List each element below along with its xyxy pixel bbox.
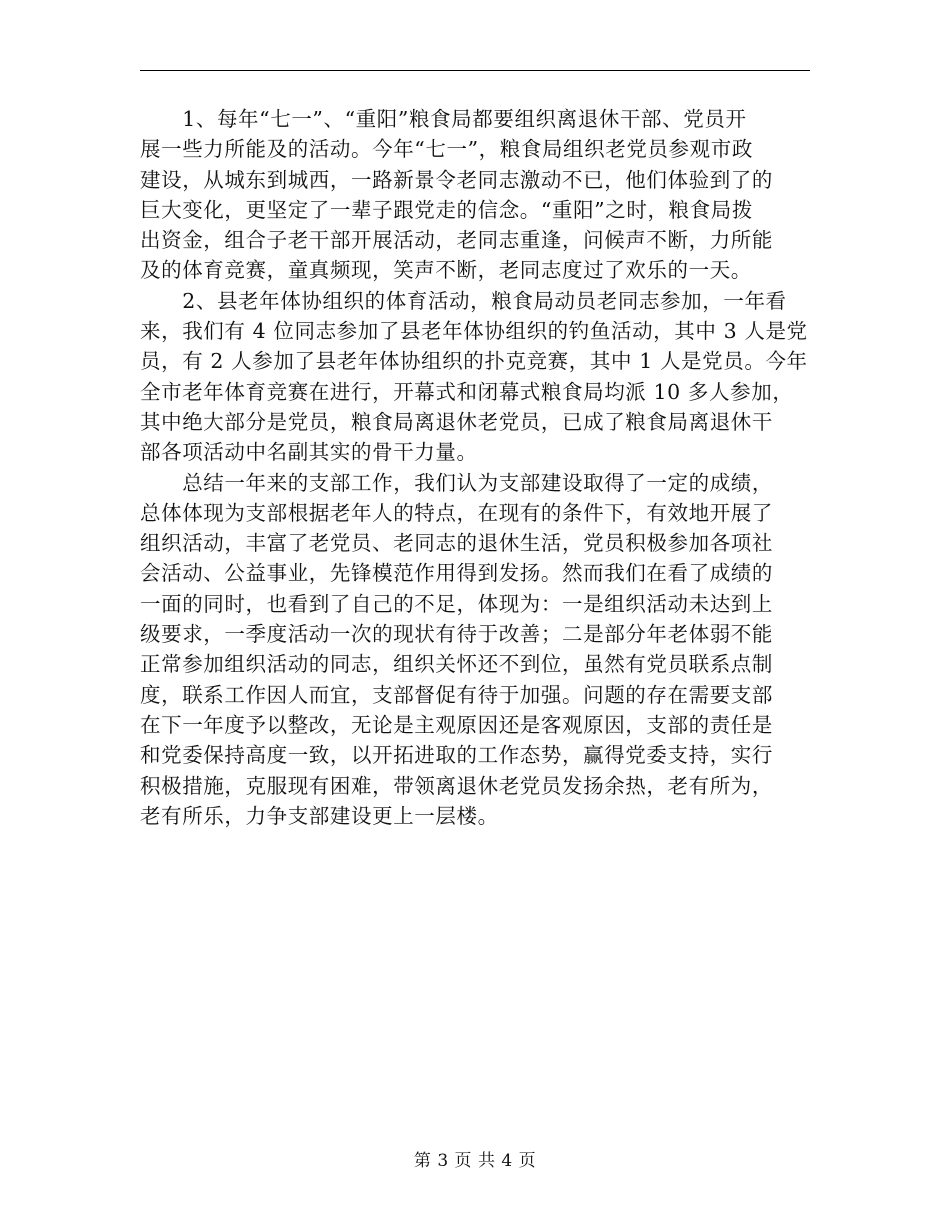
text-line: 和党委保持高度一致，以开拓进取的工作态势，赢得党委支持，实行	[140, 743, 773, 768]
text-line: 正常参加组织活动的同志，组织关怀还不到位，虽然有党员联系点制	[140, 652, 773, 677]
text-line: 会活动、公益事业，先锋模范作用得到发扬。然而我们在看了成绩的	[140, 561, 773, 586]
header-rule	[140, 70, 810, 71]
text-line: 级要求，一季度活动一次的现状有待于改善；二是部分年老体弱不能	[140, 622, 773, 647]
text-line: 出资金，组合子老干部开展活动，老同志重逢，问候声不断，力所能	[140, 228, 773, 253]
document-body	[140, 104, 812, 831]
text-line: 度，联系工作因人而宜，支部督促有待于加强。问题的存在需要支部	[140, 682, 773, 707]
text-line: 老有所乐，力争支部建设更上一层楼。	[140, 803, 499, 828]
text-line: 来，我们有 4 位同志参加了县老年体协组织的钓鱼活动，其中 3 人是党	[140, 319, 808, 344]
text-line: 其中绝大部分是党员，粮食局离退休老党员，已成了粮食局离退休干	[140, 409, 773, 434]
text-line: 建设，从城东到城西，一路新景令老同志激动不已，他们体验到了的	[140, 167, 773, 192]
text-line: 部各项活动中名副其实的骨干力量。	[140, 440, 478, 465]
paragraph-1	[140, 104, 812, 286]
text-line: 2、县老年体协组织的体育活动，粮食局动员老同志参加，一年看	[140, 288, 787, 313]
text-line: 巨大变化，更坚定了一辈子跟党走的信念。“重阳”之时，粮食局拨	[140, 197, 753, 222]
page-footer: 第 3 页 共 4 页	[413, 1151, 537, 1171]
text-line: 员，有 2 人参加了县老年体协组织的扑克竞赛，其中 1 人是党员。今年	[140, 349, 808, 374]
text-line: 组织活动，丰富了老党员、老同志的退休生活，党员积极参加各项社	[140, 531, 773, 556]
text-line: 及的体育竞赛，童真频现，笑声不断，老同志度过了欢乐的一天。	[140, 258, 752, 283]
text-line: 总体体现为支部根据老年人的特点，在现有的条件下，有效地开展了	[140, 500, 773, 525]
text-line: 一面的同时，也看到了自己的不足，体现为：一是组织活动未达到上	[140, 591, 773, 616]
text-line: 积极措施，克服现有困难，带领离退休老党员发扬余热，老有所为，	[140, 773, 773, 798]
text-line: 总结一年来的支部工作，我们认为支部建设取得了一定的成绩，	[140, 470, 773, 495]
paragraph-3	[140, 468, 812, 832]
paragraph-2	[140, 286, 812, 468]
text-line: 1、每年“七一”、“重阳”粮食局都要组织离退休干部、党员开	[140, 107, 747, 131]
text-line: 在下一年度予以整改，无论是主观原因还是客观原因，支部的责任是	[140, 712, 773, 737]
text-line: 全市老年体育竞赛在进行，开幕式和闭幕式粮食局均派 10 多人参加，	[140, 379, 794, 404]
text-line: 展一些力所能及的活动。今年“七一”，粮食局组织老党员参观市政	[140, 137, 753, 162]
